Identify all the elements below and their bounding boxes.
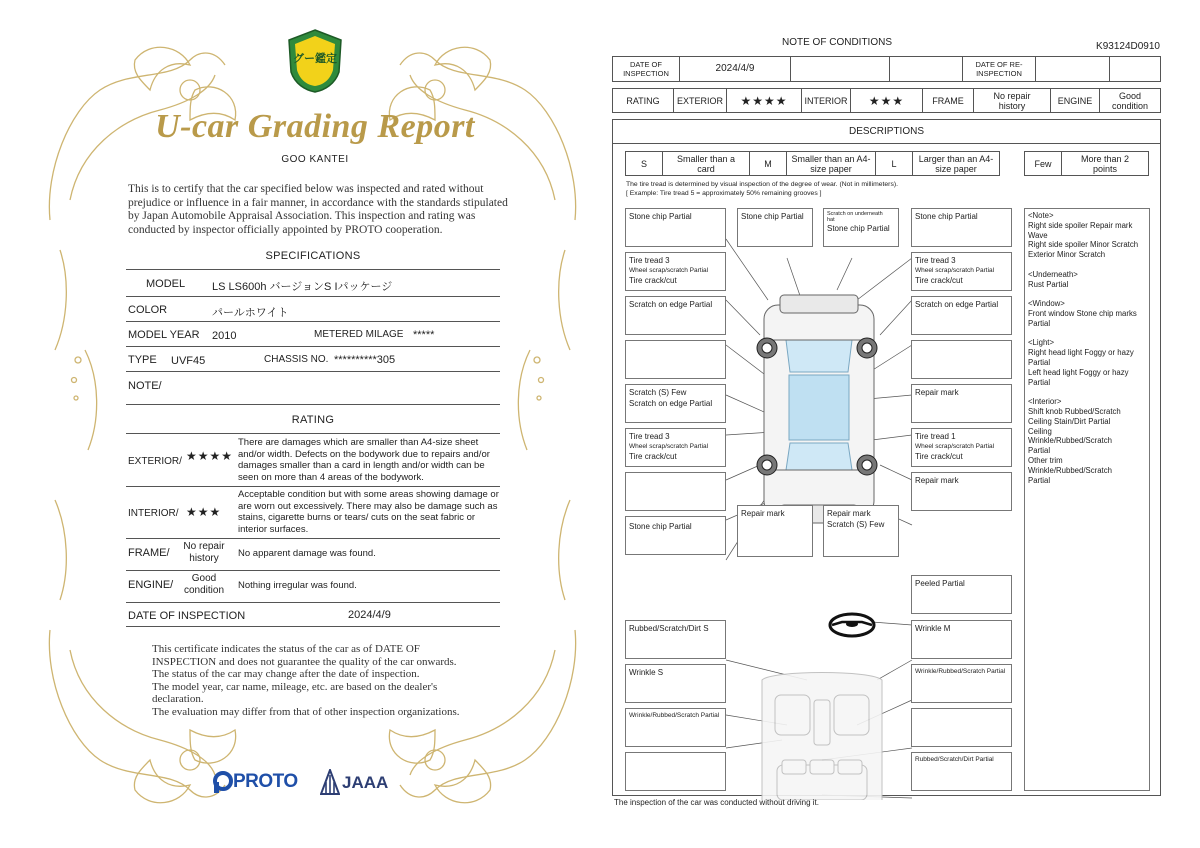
condition-box: Scratch on underneath hat Stone chip Partial xyxy=(823,208,899,247)
interior-label: INTERIOR xyxy=(801,88,851,113)
certify-text: This is to certify that the car specified below was inspected and rated without prejudice or influence in a fair manner, in accordance with the standards stipulated by Japan Automobile Appraisal Association. This inspection and rating was conducted by inspector officially appointed by PROTO cooperation. xyxy=(128,183,508,236)
exterior-label: EXTERIOR xyxy=(673,88,727,113)
spec-row-note: NOTE/ xyxy=(126,371,500,405)
jaaa-logo-icon xyxy=(320,769,340,795)
condition-box: Stone chip Partial xyxy=(737,208,813,247)
rating-title: RATING xyxy=(291,414,335,426)
proto-logo-text: PROTO xyxy=(233,771,298,792)
condition-box: Rubbed/Scratch/Dirt Partial xyxy=(911,752,1012,791)
exterior-stars: ★★★★ xyxy=(726,88,802,113)
model-value: LS LS600h バージョンS Iパッケージ xyxy=(212,281,393,293)
badge-text: グー鑑定 xyxy=(293,53,337,65)
condition-box: Stone chip Partial xyxy=(625,208,726,247)
condition-box: Wrinkle S xyxy=(625,664,726,703)
engine-value: Good condition xyxy=(183,573,225,596)
interior-stars: ★★★ xyxy=(186,505,222,519)
legend-s: S xyxy=(625,151,663,176)
note-of-conditions-page xyxy=(612,30,1164,820)
exterior-stars: ★★★★ xyxy=(186,449,234,463)
jaaa-logo-text: JAAA xyxy=(342,773,389,792)
condition-box-empty xyxy=(625,752,726,791)
certificate-footer: This certificate indicates the status of the car as of DATE OF INSPECTION and does not guarantee the quality of the car onwards. The status of the car may change after the date of inspection. The model year, car name, mileage, etc. are based on the dealer's declaration. The evaluation may differ from that of other inspection organizations. xyxy=(152,643,460,718)
rating-row-engine: ENGINE/ Good condition Nothing irregular was found. xyxy=(126,570,500,603)
condition-box: Repair mark Scratch (S) Few xyxy=(823,505,899,557)
legend-l: L xyxy=(875,151,913,176)
model-year-value: 2010 xyxy=(212,330,237,342)
conditions-title: NOTE OF CONDITIONS xyxy=(782,37,892,48)
spec-row-type: TYPE UVF45 CHASSIS NO. **********305 xyxy=(126,346,500,372)
date-inspection-label: DATE OF INSPECTION xyxy=(612,56,680,82)
spec-row-year: MODEL YEAR 2010 METERED MILAGE ***** xyxy=(126,321,500,347)
color-value: パールホワイト xyxy=(212,307,289,319)
date-blank xyxy=(790,56,890,82)
chassis-value: **********305 xyxy=(334,354,396,366)
tire-note: The tire tread is determined by visual inspection of the degree of wear. (Not in millimeters). [ Example: Tire tread 5 = approximately 50% remaining grooves ] xyxy=(626,181,898,197)
condition-box: Peeled Partial xyxy=(911,575,1012,614)
date-reinspection-value xyxy=(1035,56,1110,82)
date-blank xyxy=(889,56,963,82)
legend-m: M xyxy=(749,151,787,176)
report-code: K93124D0910 xyxy=(1096,41,1160,52)
frame-value: No repair history xyxy=(973,88,1051,113)
frame-label: FRAME xyxy=(922,88,974,113)
engine-label: ENGINE xyxy=(1050,88,1100,113)
report-subtitle: GOO KANTEI xyxy=(281,154,349,165)
rating-label: RATING xyxy=(612,88,674,113)
steering-wheel-icon xyxy=(830,614,874,636)
rating-row-interior: INTERIOR/ ★★★ Acceptable condition but with some areas showing damage or are worn out excessively. There may also be damage such as stains, cigarette burns or tears/ cuts on the seat fabric or interior surfaces. xyxy=(126,486,500,539)
spec-row-color: COLOR パールホワイト xyxy=(126,296,500,322)
condition-box: Rubbed/Scratch/Dirt S xyxy=(625,620,726,659)
type-value: UVF45 xyxy=(171,355,206,367)
specifications-title: SPECIFICATIONS xyxy=(265,250,361,262)
condition-box: Scratch (S) Few Scratch on edge Partial xyxy=(625,384,726,423)
inspection-date-row: DATE OF INSPECTION 2024/4/9 xyxy=(126,602,500,627)
legend-few-desc: More than 2 points xyxy=(1061,151,1149,176)
condition-box: Repair mark xyxy=(911,472,1012,511)
rating-row-frame: FRAME/ No repair history No apparent damage was found. xyxy=(126,538,500,571)
legend-m-desc: Smaller than an A4-size paper xyxy=(786,151,876,176)
date-inspection-value: 2024/4/9 xyxy=(679,56,791,82)
condition-box: Repair mark xyxy=(911,384,1012,423)
spec-row-model: MODEL LS LS600h バージョンS Iパッケージ xyxy=(126,270,500,297)
legend-few: Few xyxy=(1024,151,1062,176)
legend-s-desc: Smaller than a card xyxy=(662,151,750,176)
engine-value: Good condition xyxy=(1099,88,1161,113)
proto-logo-icon xyxy=(212,770,234,794)
condition-box: Scratch on edge Partial xyxy=(625,296,726,335)
tire-box-front-left: Tire tread 3 Wheel scrap/scratch Partial Tire crack/cut xyxy=(625,252,726,291)
tire-box-front-right: Tire tread 3 Wheel scrap/scratch Partial Tire crack/cut xyxy=(911,252,1012,291)
condition-box: Scratch on edge Partial xyxy=(911,296,1012,335)
conditions-footer: The inspection of the car was conducted without driving it. xyxy=(614,798,819,807)
condition-box-empty xyxy=(625,340,726,379)
condition-box: Stone chip Partial xyxy=(625,516,726,555)
condition-box: Repair mark xyxy=(737,505,813,557)
condition-box: Wrinkle M xyxy=(911,620,1012,659)
condition-box: Stone chip Partial xyxy=(911,208,1012,247)
interior-stars: ★★★ xyxy=(850,88,923,113)
date-blank xyxy=(1109,56,1161,82)
inspection-date-value: 2024/4/9 xyxy=(348,609,391,621)
condition-box-empty xyxy=(911,340,1012,379)
legend-l-desc: Larger than an A4-size paper xyxy=(912,151,1000,176)
date-reinspection-label: DATE OF RE-INSPECTION xyxy=(962,56,1036,82)
condition-box: Wrinkle/Rubbed/Scratch Partial xyxy=(911,664,1012,703)
notes-panel: <Note> Right side spoiler Repair mark Wave Right side spoiler Minor Scratch Exterior Minor Scratch <Underneath> Rust Partial <Window> Front window Stone chip marks Partial <Light> Right head light Foggy or hazy Partial Left head light Foggy or hazy Partial <Interior> Shift knob Rubbed/Scratch Ceiling Stain/Dirt Partial Ceiling Wrinkle/Rubbed/Scratch Partial Other trim Wrinkle/Rubbed/Scratch Partial xyxy=(1024,208,1150,791)
tire-box-rear-left: Tire tread 3 Wheel scrap/scratch Partial Tire crack/cut xyxy=(625,428,726,467)
report-title: U-car Grading Report xyxy=(155,108,475,145)
milage-value: ***** xyxy=(413,329,435,341)
rating-row-exterior: EXTERIOR/ ★★★★ There are damages which are smaller than A4-size sheet and/or width. Defects on the bodywork due to repairs and/or damages smaller than a card in length and/or width can be seen on more than 4 areas of the bodywork. xyxy=(126,434,500,487)
frame-value: No repair history xyxy=(183,541,225,564)
condition-box-empty xyxy=(911,708,1012,747)
condition-box: Wrinkle/Rubbed/Scratch Partial xyxy=(625,708,726,747)
condition-box-empty xyxy=(625,472,726,511)
descriptions-title: DESCRIPTIONS xyxy=(612,119,1161,144)
tire-box-rear-right: Tire tread 1 Wheel scrap/scratch Partial Tire crack/cut xyxy=(911,428,1012,467)
grading-report-page xyxy=(40,20,585,828)
